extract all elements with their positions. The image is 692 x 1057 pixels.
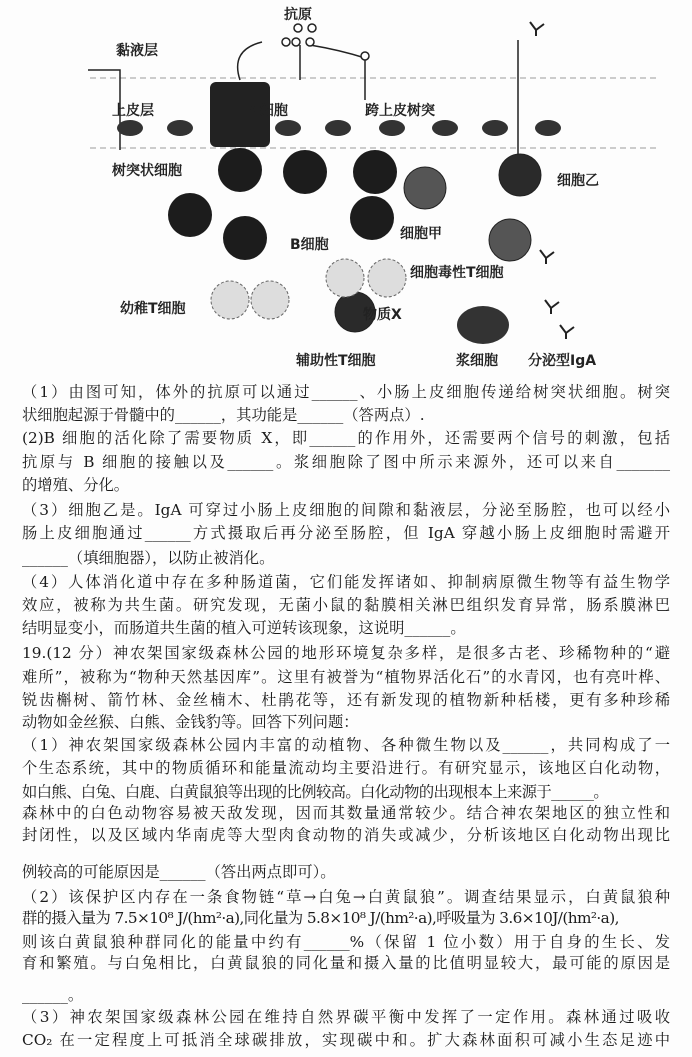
text-line: 封闭性，以及区域内华南虎等大型肉食动物的消失或减少，分析该地区白化动物出现比 — [22, 826, 670, 844]
label-substance-x: 物质X — [363, 307, 402, 323]
text-line: 抗原与 B 细胞的接触以及______。浆细胞除了图中所示来源外，还可以来自_______ — [22, 453, 670, 471]
label-trans-epithelial-dendrite: 跨上皮树突 — [365, 103, 435, 119]
label-antigen: 抗原 — [284, 7, 312, 23]
text-line: 育和繁殖。与白兔相比，白黄鼠狼的同化量和摄入量的比值明显较大，最可能的原因是 — [22, 954, 670, 972]
text-line: （1）由图可知，体外的抗原可以通过______、小肠上皮细胞传递给树突状细胞。树突 — [22, 383, 670, 401]
text-line: 则该白黄鼠狼种群同化的能量中约有______%（保留 1 位小数）用于自身的生长、发 — [22, 933, 670, 951]
immune-diagram — [0, 0, 692, 372]
text-line: ______。 — [22, 986, 84, 1004]
label-dendritic-cell: 树突状细胞 — [112, 163, 182, 179]
text-line: 的增殖、分化。 — [22, 476, 130, 494]
dendritic-cells — [168, 148, 397, 260]
label-helper-t-cell: 辅助性T细胞 — [296, 353, 376, 369]
text-line: 难所”，被称为“物种天然基因库”。这里有被誉为“植物界活化石”的水青冈，也有亮叶桦、 — [22, 668, 670, 686]
text-line: 锐齿槲树、箭竹林、金丝楠木、杜鹃花等，还有新发现的植物新种栝楼，更有多种珍稀 — [22, 691, 670, 709]
text-line: 结明显变小，而肠道共生菌的植入可逆转该现象，这说明______。 — [22, 619, 466, 637]
label-epithelium: 上皮层 — [112, 103, 154, 119]
text-line: CO₂ 在一定程度上可抵消全球碳排放，实现碳中和。扩大森林面积可减小生态足迹中 — [22, 1031, 670, 1049]
text-line: 效应，被称为共生菌。研究发现，无菌小鼠的黏膜相关淋巴组织发育异常，肠系膜淋巴 — [22, 596, 670, 614]
text-line: 森林中的白色动物容易被天敌发现，因而其数量通常较少。结合神农架地区的独立性和 — [22, 804, 670, 822]
label-naive-t-cell: 幼稚T细胞 — [120, 301, 186, 317]
text-line: （4）人体消化道中存在多种肠道菌，它们能发挥诸如、抑制病原微生物等有益生物学 — [22, 573, 670, 591]
text-line: (2)B 细胞的活化除了需要物质 X，即______的作用外，还需要两个信号的刺激，包括 — [22, 429, 670, 447]
text-line: 群的摄入量为 7.5×10⁸ J/(hm²·a),同化量为 5.8×10⁸ J/(hm²·a),呼吸量为 3.6×10J/(hm²·a), — [22, 909, 619, 927]
label-mucus-layer: 黏液层 — [116, 43, 158, 59]
text-line: 如白熊、白兔、白鹿、白黄鼠狼等出现的比例较高。白化动物的出现根本上来源于______。 — [22, 783, 609, 801]
text-line: 肠上皮细胞通过______方式摄取后再分泌至肠腔，但 IgA 穿越小肠上皮细胞时需避开 — [22, 524, 670, 542]
plasma-cell-shape — [457, 306, 509, 344]
text-line: ______（填细胞器），以防止被消化。 — [22, 549, 275, 567]
label-secretory-iga: 分泌型IgA — [528, 353, 597, 369]
text-line: 个生态系统，其中的物质循环和能量流动均主要沿进行。有研究显示，该地区白化动物， — [22, 759, 670, 777]
text-line: 19.(12 分）神农架国家级森林公园的地形环境复杂多样，是很多古老、珍稀物种的“避 — [22, 644, 670, 662]
text-line: 动物如金丝猴、白熊、金钱豹等。回答下列问题： — [22, 713, 359, 731]
text-line: （1）神农架国家级森林公园内丰富的动植物、各种微生物以及______，共同构成了一 — [22, 736, 670, 754]
text-line: （2）该保护区内存在一条食物链“草→白兔→白黄鼠狼”。调查结果显示，白黄鼠狼种 — [22, 888, 670, 906]
text-line: （3）细胞乙是。IgA 可穿过小肠上皮细胞的间隙和黏液层，分泌至肠腔，也可以经小 — [22, 501, 670, 519]
label-cell-a: 细胞甲 — [400, 226, 442, 242]
text-line: 例较高的可能原因是______（答出两点即可）。 — [22, 863, 336, 881]
label-cytotoxic-t-cell: 细胞毒性T细胞 — [410, 265, 504, 281]
text-line: （3）神农架国家级森林公园在维持自然界碳平衡中发挥了一定作用。森林通过吸收 — [22, 1008, 670, 1026]
text-line: 状细胞起源于骨髓中的______，其功能是______（答两点）. — [22, 406, 425, 424]
label-m-cell: M细胞 — [246, 103, 288, 119]
label-cell-b: 细胞乙 — [557, 173, 599, 189]
label-b-cell: B细胞 — [290, 237, 329, 253]
label-plasma-cell: 浆细胞 — [456, 353, 498, 369]
